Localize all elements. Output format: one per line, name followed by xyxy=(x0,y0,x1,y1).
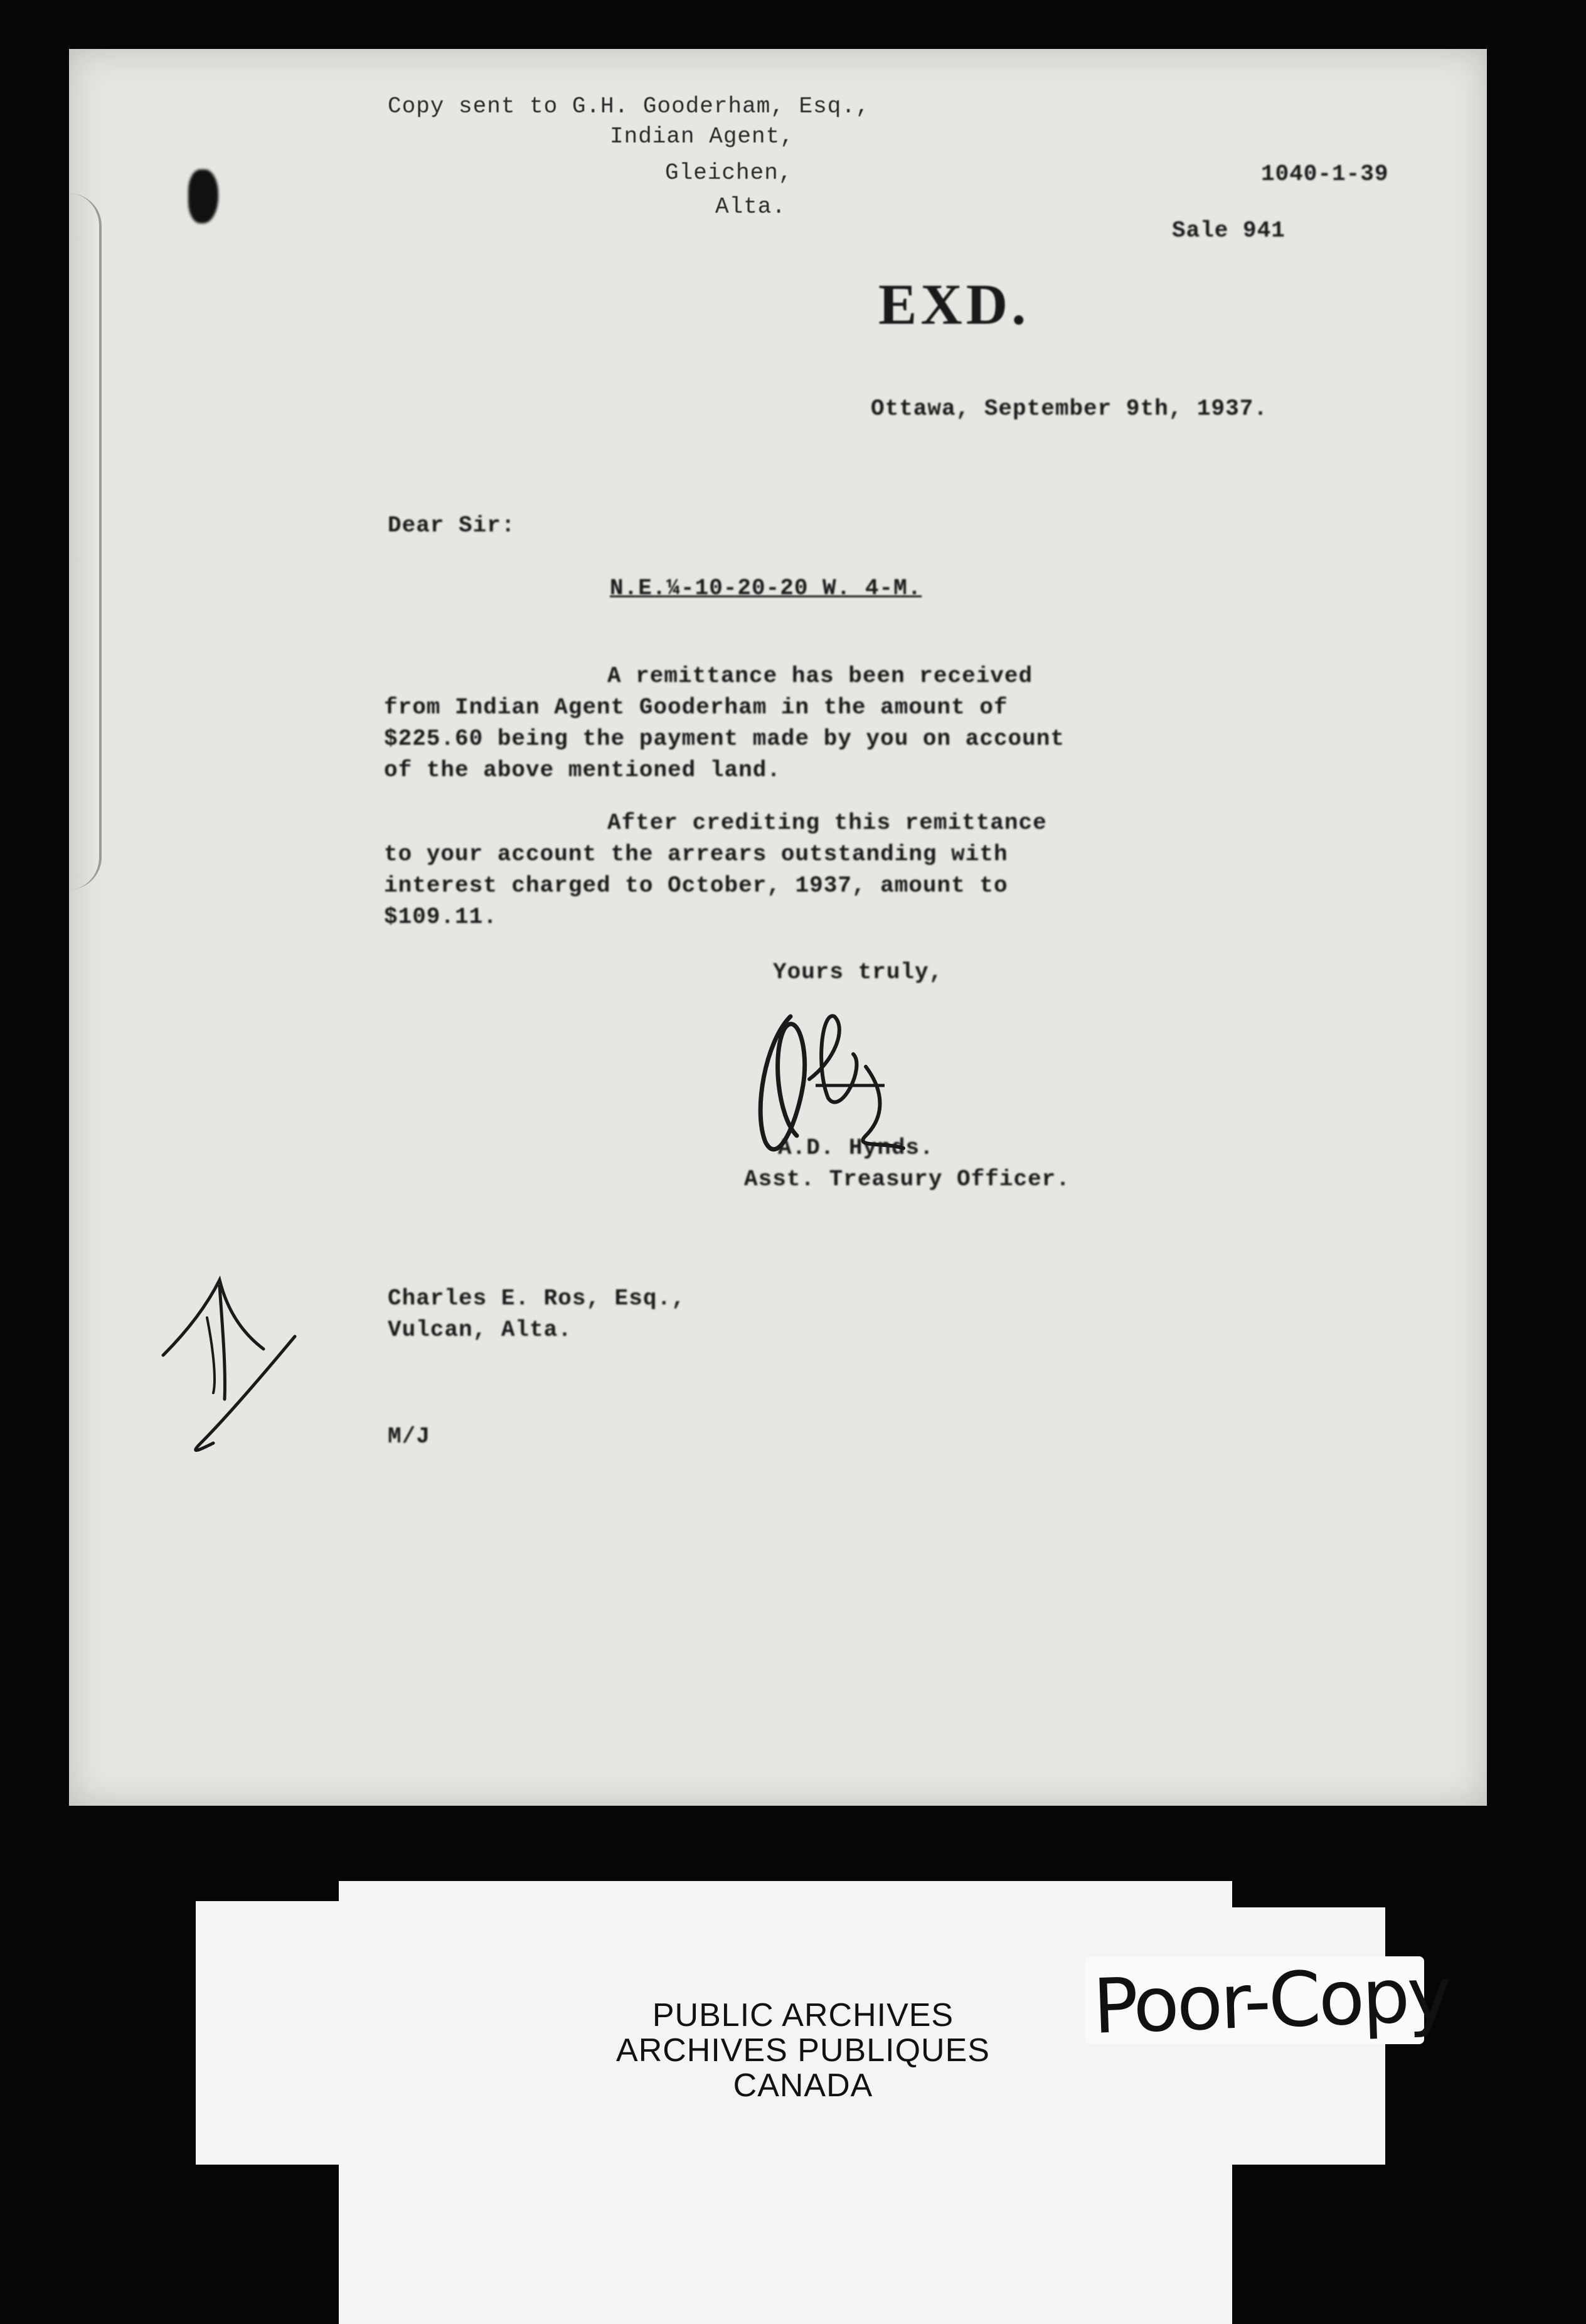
recipient-line-1: Charles E. Ros, Esq., xyxy=(388,1286,686,1311)
archive-line-1: PUBLIC ARCHIVES xyxy=(652,1997,954,2034)
poor-copy-note: Poor-Copy xyxy=(1091,1951,1451,2051)
paragraph-1-line-1: A remittance has been received xyxy=(607,663,1033,689)
recipient-line-2: Vulcan, Alta. xyxy=(388,1317,572,1343)
paragraph-2-line-4: $109.11. xyxy=(384,904,498,930)
copy-note-line-3: Gleichen, xyxy=(665,160,793,186)
page-curl-edge xyxy=(69,193,102,890)
signer-title: Asst. Treasury Officer. xyxy=(744,1166,1070,1192)
salutation: Dear Sir: xyxy=(388,513,516,538)
signer-name: A.D. Hynds. xyxy=(778,1135,934,1161)
copy-note-line-2: Indian Agent, xyxy=(610,124,794,149)
sale-number: Sale 941 xyxy=(1172,218,1285,243)
paragraph-2-line-3: interest charged to October, 1937, amount to xyxy=(384,873,1008,898)
archive-line-2: ARCHIVES PUBLIQUES xyxy=(616,2032,990,2069)
copy-note-line-1: Copy sent to G.H. Gooderham, Esq., xyxy=(388,93,870,119)
letter-page xyxy=(69,49,1487,1806)
exd-stamp: EXD. xyxy=(878,272,1030,336)
ink-mark xyxy=(188,169,218,223)
paragraph-1-line-2: from Indian Agent Gooderham in the amount of xyxy=(384,695,1008,720)
arrow-mark-icon xyxy=(151,1267,314,1468)
file-number: 1040-1-39 xyxy=(1261,161,1389,187)
subject-line: N.E.¼-10-20-20 W. 4-M. xyxy=(610,575,922,601)
paragraph-1-line-4: of the above mentioned land. xyxy=(384,757,781,783)
initials: M/J xyxy=(388,1424,430,1449)
paragraph-1-line-3: $225.60 being the payment made by you on account xyxy=(384,726,1065,752)
closing: Yours truly, xyxy=(773,959,944,985)
date-line: Ottawa, September 9th, 1937. xyxy=(871,396,1268,422)
copy-note-line-4: Alta. xyxy=(715,194,787,220)
archive-line-3: CANADA xyxy=(733,2067,873,2104)
archive-label xyxy=(546,1998,1060,2103)
paragraph-2-line-1: After crediting this remittance xyxy=(607,810,1047,836)
card-left-tab xyxy=(196,1901,339,2165)
paragraph-2-line-2: to your account the arrears outstanding with xyxy=(384,841,1008,867)
